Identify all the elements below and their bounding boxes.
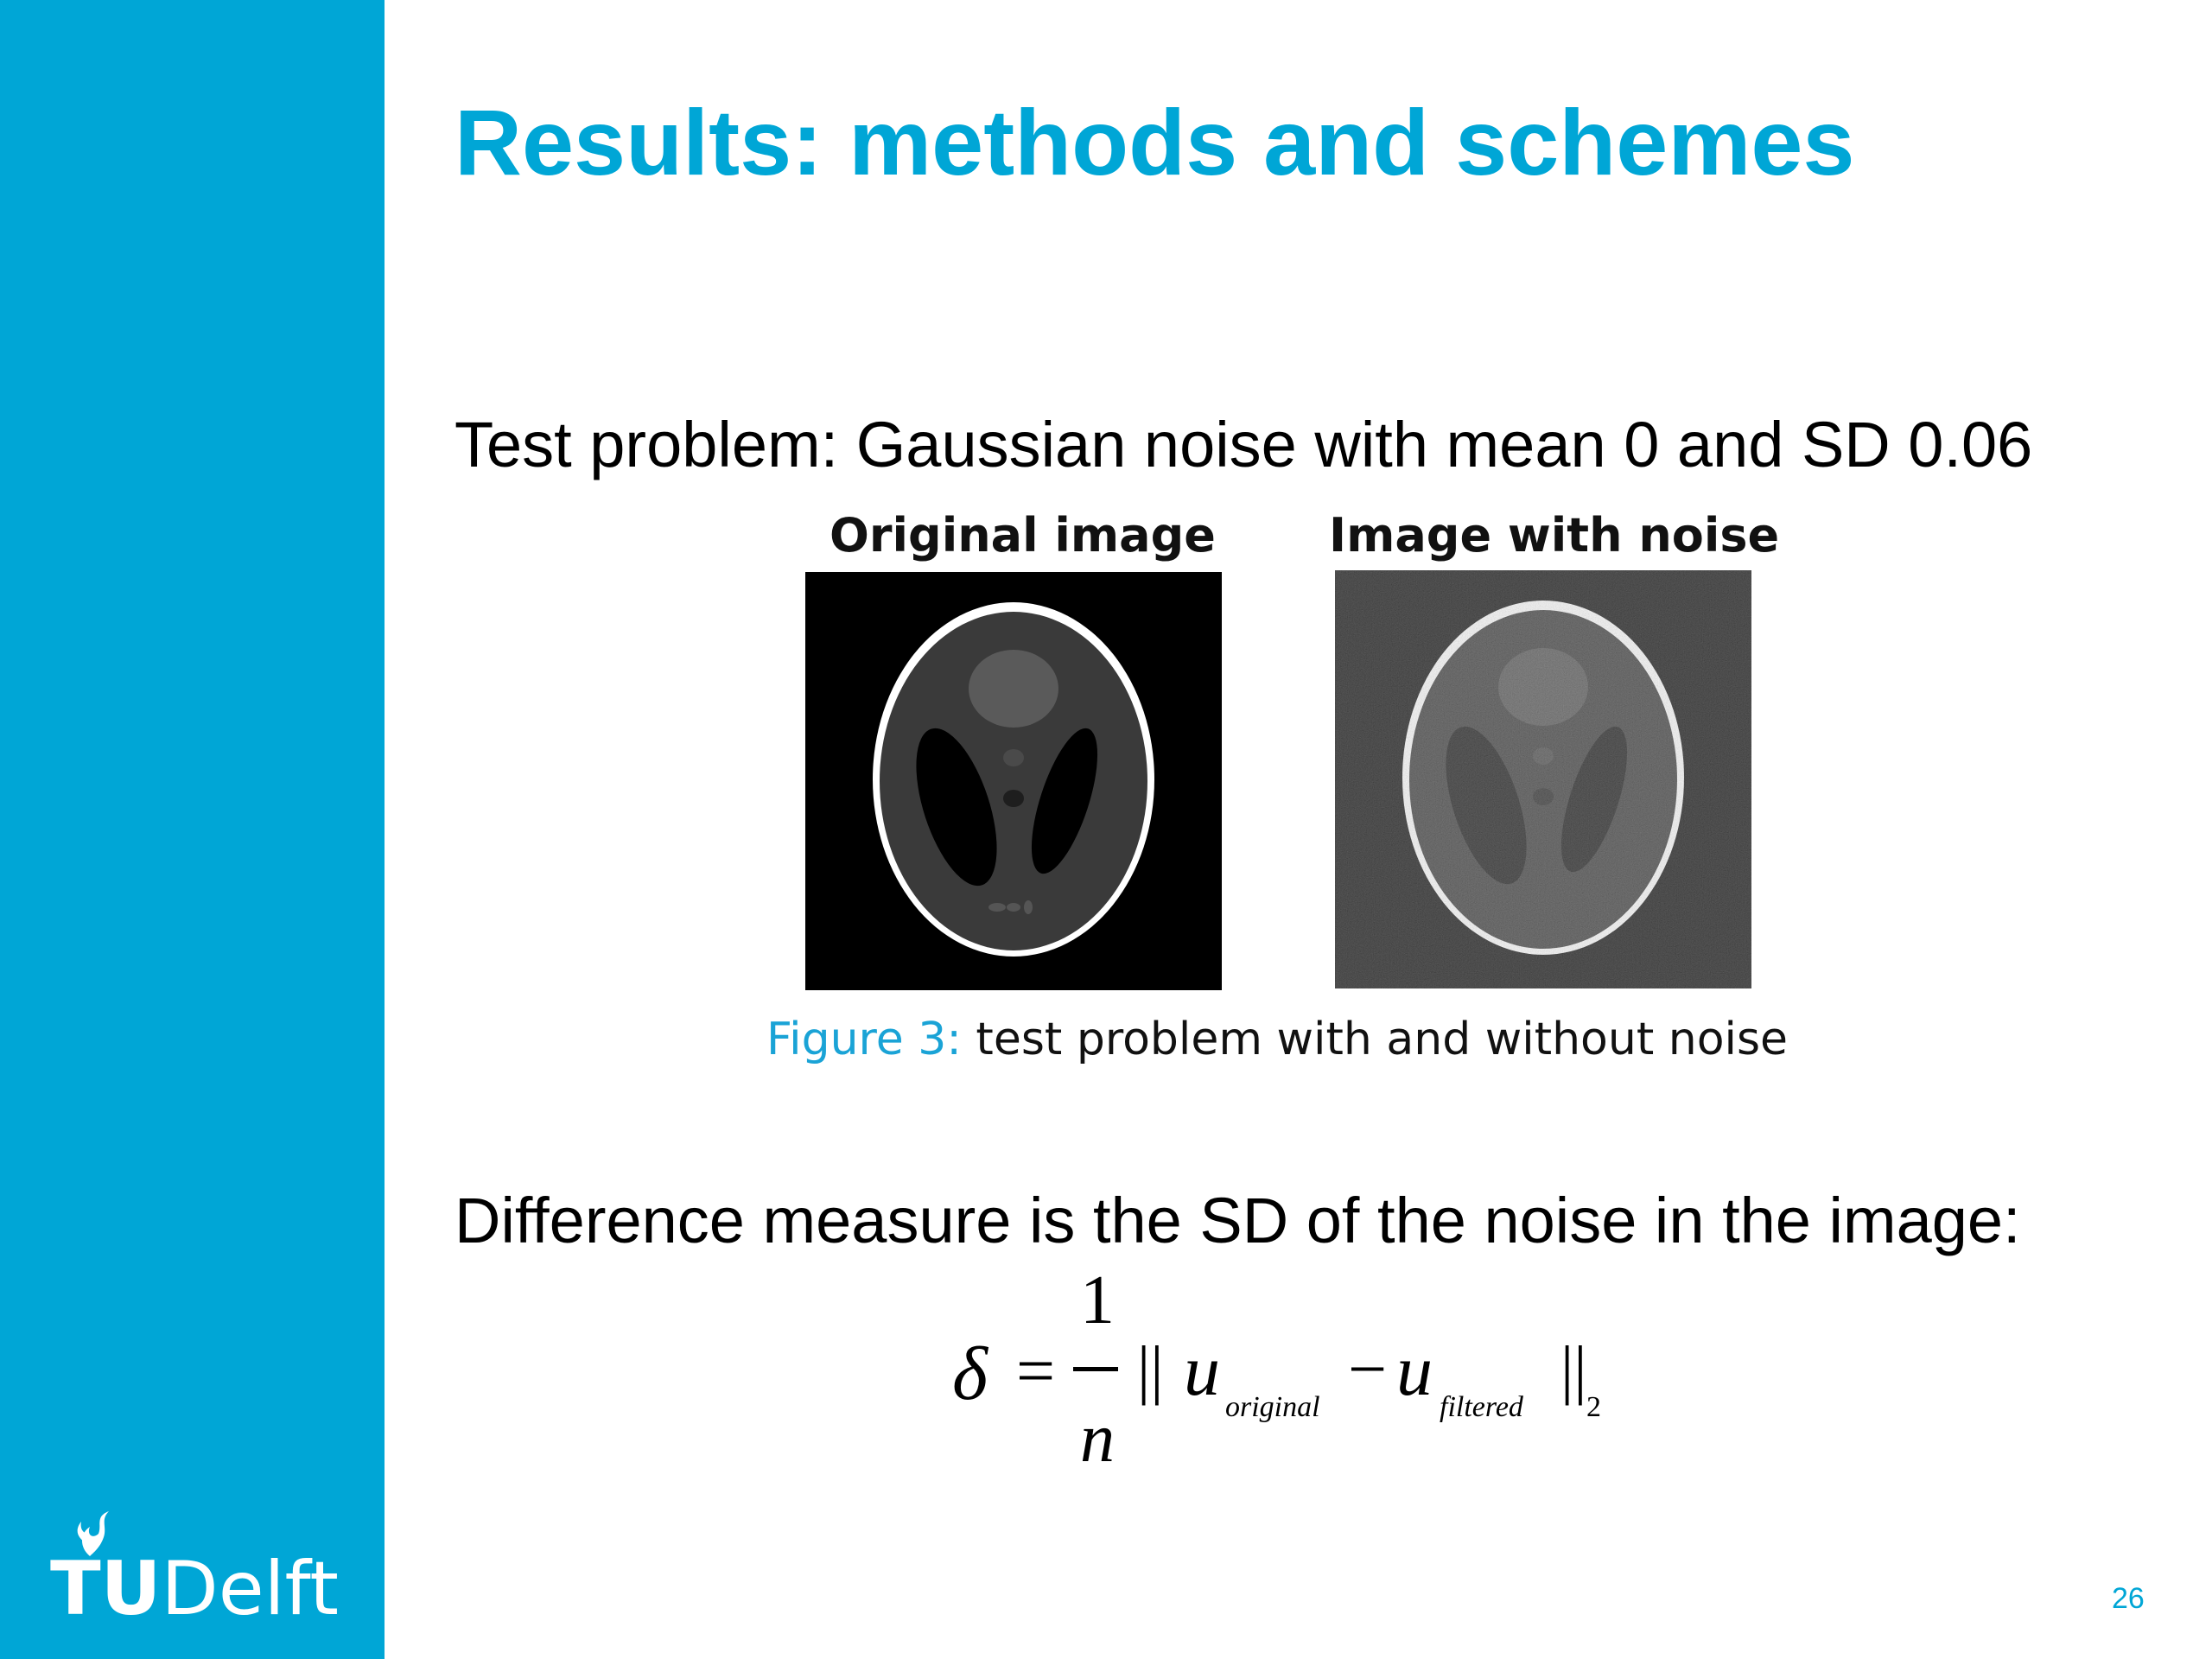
formula-u1: u: [1184, 1331, 1220, 1411]
formula-equals: =: [1016, 1333, 1056, 1409]
noisy-image-label: Image with noise: [1329, 508, 1780, 563]
formula-numerator: 1: [1080, 1262, 1115, 1338]
sidebar-band: [0, 0, 385, 1659]
test-problem-text: Test problem: Gaussian noise with mean 0 and SD 0.06: [454, 409, 2033, 480]
original-image-label: Original image: [830, 508, 1216, 563]
formula-delta: δ: [952, 1332, 988, 1416]
slide-title: Results: methods and schemes: [454, 90, 1855, 194]
formula-minus: −: [1348, 1332, 1388, 1408]
fraction-bar: [1073, 1367, 1118, 1371]
tudelft-logo: [50, 1508, 340, 1632]
formula-denominator: n: [1080, 1401, 1115, 1477]
difference-measure-text: Difference measure is the SD of the noise in the image:: [454, 1185, 2021, 1256]
formula: [942, 1262, 1633, 1486]
formula-norm-open: ||: [1137, 1333, 1164, 1406]
formula-norm-close: ||: [1560, 1333, 1587, 1406]
noisy-image: [1335, 570, 1751, 988]
original-image: [805, 572, 1222, 990]
page-number: 26: [2112, 1582, 2145, 1615]
logo-text: TUDelft: [50, 1546, 340, 1632]
caption-label: Figure 3:: [766, 1014, 962, 1065]
formula-u2: u: [1396, 1331, 1433, 1411]
caption-text: test problem with and without noise: [961, 1014, 1789, 1065]
formula-sub-filtered: filtered: [1440, 1391, 1523, 1423]
formula-norm-sub: 2: [1586, 1391, 1601, 1423]
formula-sub-original: original: [1225, 1391, 1320, 1423]
figure-caption: [766, 1011, 1788, 1068]
